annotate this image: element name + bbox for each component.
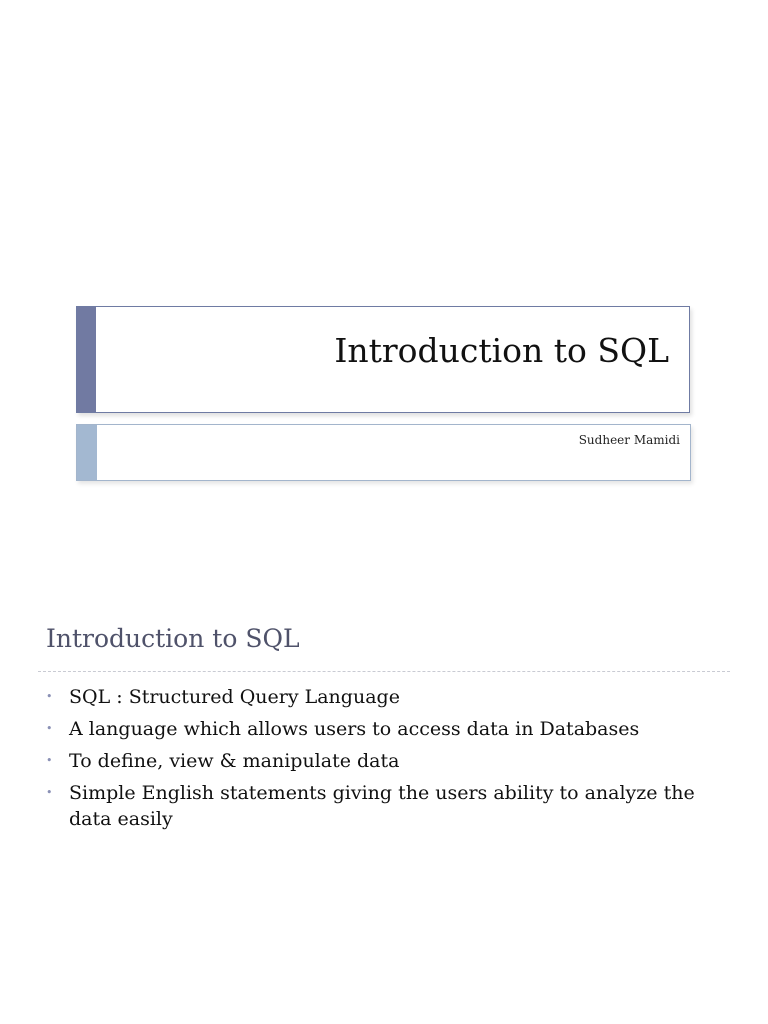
subtitle-accent-bar — [77, 425, 97, 480]
subtitle-box — [76, 424, 691, 481]
bullet-item — [46, 748, 736, 774]
bullet-text: A language which allows users to access data in Databases — [69, 718, 640, 740]
title-accent-bar — [77, 307, 96, 412]
bullet-icon: • — [46, 690, 53, 703]
bullet-item — [46, 716, 736, 742]
bullet-item — [46, 684, 736, 710]
bullet-icon: • — [46, 722, 53, 735]
slide-subtitle: Sudheer Mamidi — [578, 433, 680, 447]
bullet-icon: • — [46, 786, 53, 799]
bullet-icon: • — [46, 754, 53, 767]
title-divider — [38, 671, 730, 672]
content-slide-title: Introduction to SQL — [46, 624, 300, 653]
slide-title: Introduction to SQL — [334, 331, 669, 370]
bullet-text: To define, view & manipulate data — [69, 750, 400, 772]
bullet-text: Simple English statements giving the users ability to analyze the data easily — [69, 782, 695, 830]
title-box — [76, 306, 690, 413]
bullet-list — [46, 684, 736, 838]
bullet-item — [46, 780, 736, 832]
bullet-text: SQL : Structured Query Language — [69, 686, 400, 708]
